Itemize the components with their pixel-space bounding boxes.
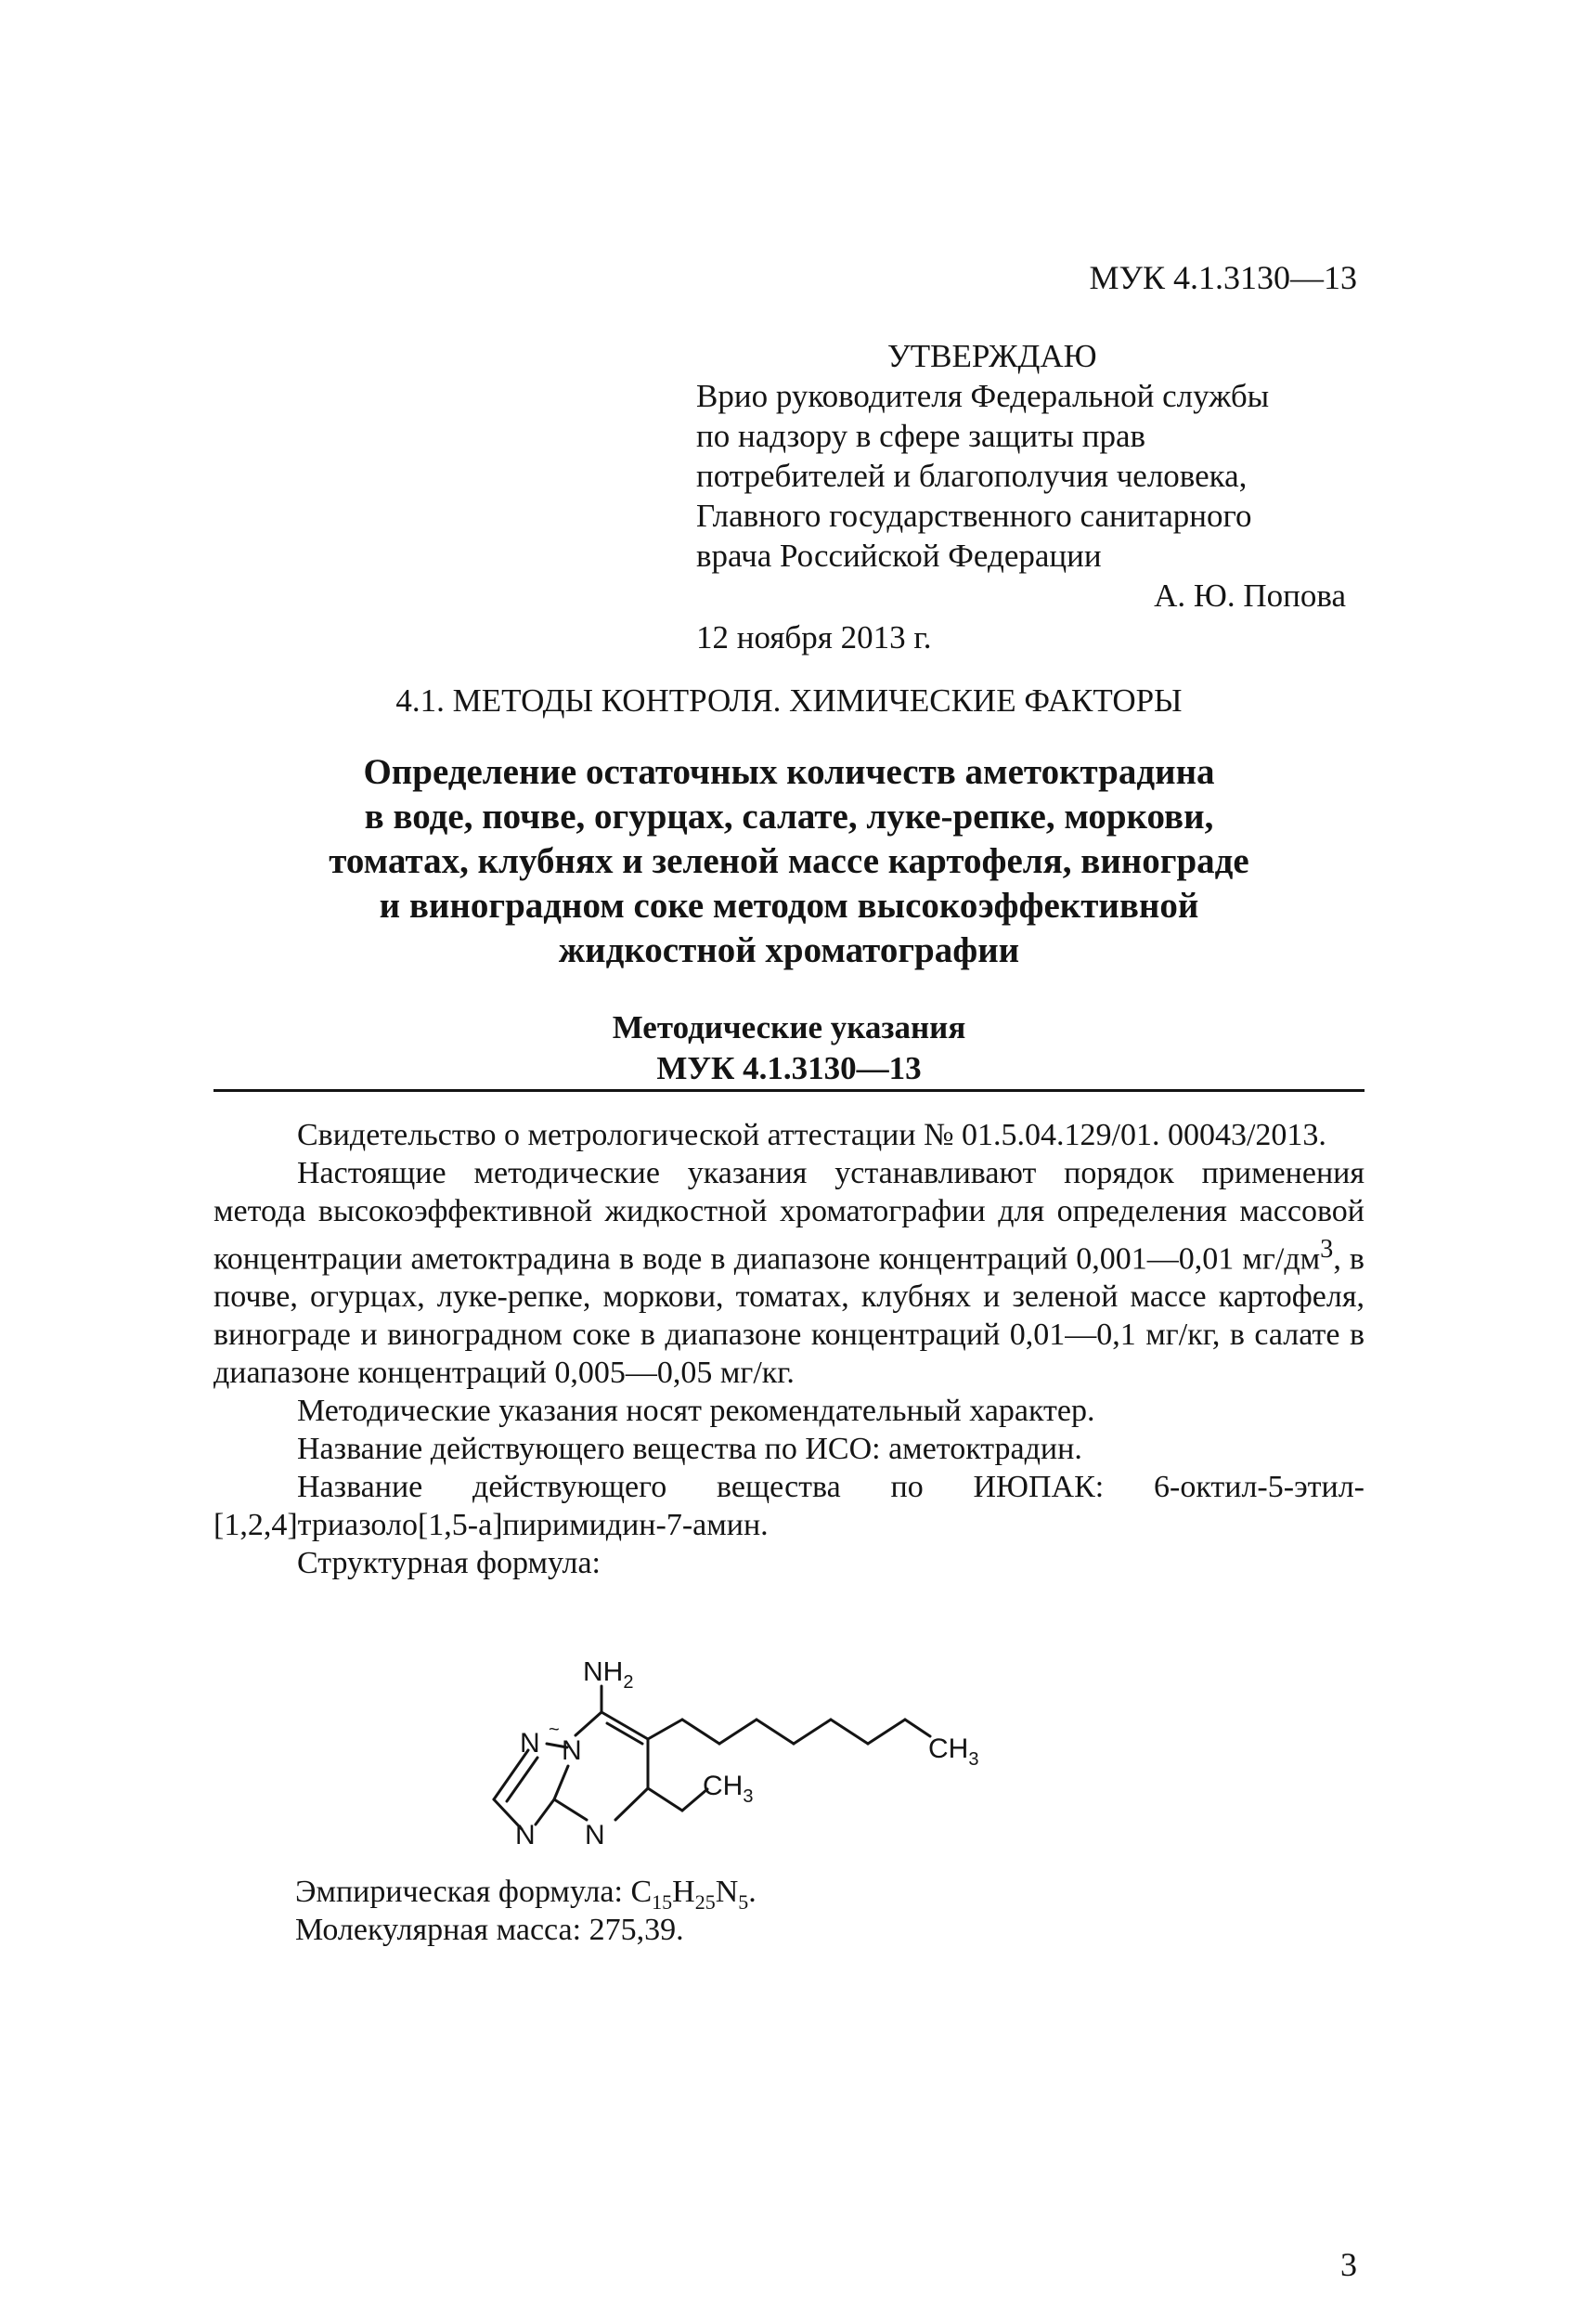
approval-line: Главного государственного санитарного	[696, 498, 1252, 534]
approval-block	[696, 336, 1346, 657]
molar-mass: Молекулярная масса: 275,39.	[295, 1913, 684, 1947]
document-heading	[213, 750, 1365, 973]
scope-superscript: 3	[1320, 1235, 1334, 1264]
approval-line: Врио руководителя Федеральной службы	[696, 378, 1270, 414]
approval-date: 12 ноября 2013 г.	[696, 619, 932, 656]
atom-n3: N	[515, 1820, 536, 1850]
formula-bonds	[494, 1686, 930, 1829]
scope-paragraph	[213, 1154, 1365, 1392]
heading-line: томатах, клубнях и зеленой массе картофеля, винограде	[329, 841, 1249, 881]
atom-n1: N	[520, 1728, 540, 1759]
heading-line: жидкостной хроматографии	[558, 930, 1020, 970]
heading-line: в воде, почве, огурцах, салате, луке-репке, моркови,	[364, 797, 1214, 837]
atom-nh2: $NH_2$	[583, 1662, 634, 1693]
page-number: 3	[1340, 2246, 1357, 2283]
bond-mark: ~	[549, 1720, 560, 1740]
scope-text-1: Настоящие методические указания устанавливают порядок применения метода высокоэффективной жидкостной хроматографии для определения массовой концентрации аметоктрадина в воде в диапазоне концентраций 0,001—0,01 мг/дм	[213, 1156, 1365, 1277]
character-paragraph: Методические указания носят рекомендательный характер.	[297, 1394, 1095, 1429]
atom-n4: N	[585, 1820, 605, 1850]
section-title: 4.1. МЕТОДЫ КОНТРОЛЯ. ХИМИЧЕСКИЕ ФАКТОРЫ	[395, 682, 1183, 719]
scope-text-2: , в почве, огурцах, луке-репке, моркови, томатах, клубнях и зеленой массе картофеля, винограде и виноградном соке в диапазоне концентраций 0,01—0,1 мг/кг, в салате в диапазоне концентраций 0,005—0,05 мг/кг.	[213, 1241, 1365, 1391]
document-code: МУК 4.1.3130—13	[1089, 259, 1357, 296]
atom-ch3-octyl: $CH_3$	[928, 1733, 979, 1770]
approval-line: врача Российской Федерации	[696, 538, 1102, 574]
approval-line: по надзору в сфере защиты прав	[696, 418, 1146, 454]
formula-atoms	[515, 1662, 978, 1850]
approval-line: потребителей и благополучия человека,	[696, 458, 1248, 494]
iupac-name-paragraph: Название действующего вещества по ИЮПАК: 6-октил-5-этил-[1,2,4]триазоло[1,5-a]пиримидин-7-амин.	[213, 1470, 1365, 1543]
formula-info	[295, 1873, 757, 1949]
empirical-formula: Эмпирическая формула: $C_{15}H_{25}N_5$.	[295, 1875, 757, 1914]
structural-formula	[452, 1662, 1139, 1866]
certificate-paragraph: Свидетельство о метрологической аттестации № 01.5.04.129/01. 00043/2013.	[297, 1118, 1326, 1152]
iso-name-paragraph: Название действующего вещества по ИСО: аметоктрадин.	[297, 1432, 1082, 1467]
body-text	[213, 1116, 1365, 1582]
subheading-line: Методические указания	[612, 1009, 966, 1045]
document-subheading	[213, 1007, 1365, 1089]
horizontal-rule	[213, 1089, 1365, 1092]
atom-ch3-ethyl: $CH_3$	[703, 1771, 754, 1807]
structural-formula-diagram	[452, 1662, 1139, 1866]
heading-line: Определение остаточных количеств аметоктрадина	[363, 752, 1215, 792]
approval-signer: А. Ю. Попова	[1154, 578, 1346, 614]
atom-n2: N	[562, 1735, 582, 1766]
heading-line: и виноградном соке методом высокоэффективной	[379, 886, 1199, 926]
structure-label: Структурная формула:	[297, 1546, 601, 1581]
subheading-code: МУК 4.1.3130—13	[656, 1050, 922, 1086]
approval-title: УТВЕРЖДАЮ	[887, 338, 1097, 374]
